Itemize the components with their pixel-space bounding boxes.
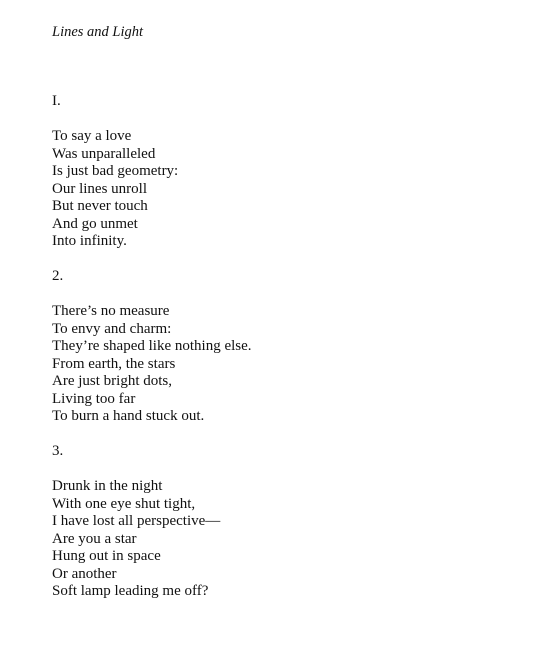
poem-line: Into infinity. [52, 233, 127, 249]
poem-line: They’re shaped like nothing else. [52, 338, 252, 354]
poem-title: Lines and Light [52, 24, 144, 40]
poem-section-2 [52, 268, 532, 426]
poem-line: Are just bright dots, [52, 373, 172, 389]
poem-line: But never touch [52, 198, 148, 214]
poem-line: There’s no measure [52, 303, 170, 319]
poem-line: And go unmet [52, 215, 138, 232]
poem-line: Or another [52, 565, 117, 582]
poem-line: Drunk in the night [52, 478, 163, 494]
poem-page [52, 22, 532, 599]
poem-line: Soft lamp leading me off? [52, 583, 209, 599]
section-number: 3. [52, 443, 64, 459]
poem-line: Was unparalleled [52, 145, 156, 162]
poem-section-3 [52, 443, 532, 601]
poem-line: Living too far [52, 390, 136, 407]
section-number: 2. [52, 268, 64, 284]
poem-line: From earth, the stars [52, 355, 176, 372]
poem-section-1 [52, 93, 532, 251]
poem-line: To burn a hand stuck out. [52, 408, 205, 424]
poem-line: Hung out in space [52, 548, 161, 564]
poem-line: Is just bad geometry: [52, 163, 179, 179]
section-lines [52, 128, 532, 251]
section-lines [52, 478, 532, 601]
poem-line: Are you a star [52, 530, 137, 547]
section-lines [52, 303, 532, 426]
poem-line: To say a love [52, 128, 132, 144]
poem-line: With one eye shut tight, [52, 495, 196, 512]
poem-line: I have lost all perspective— [52, 513, 221, 529]
poem-line: To envy and charm: [52, 320, 172, 337]
poem-line: Our lines unroll [52, 180, 147, 197]
section-number: I. [52, 93, 61, 109]
